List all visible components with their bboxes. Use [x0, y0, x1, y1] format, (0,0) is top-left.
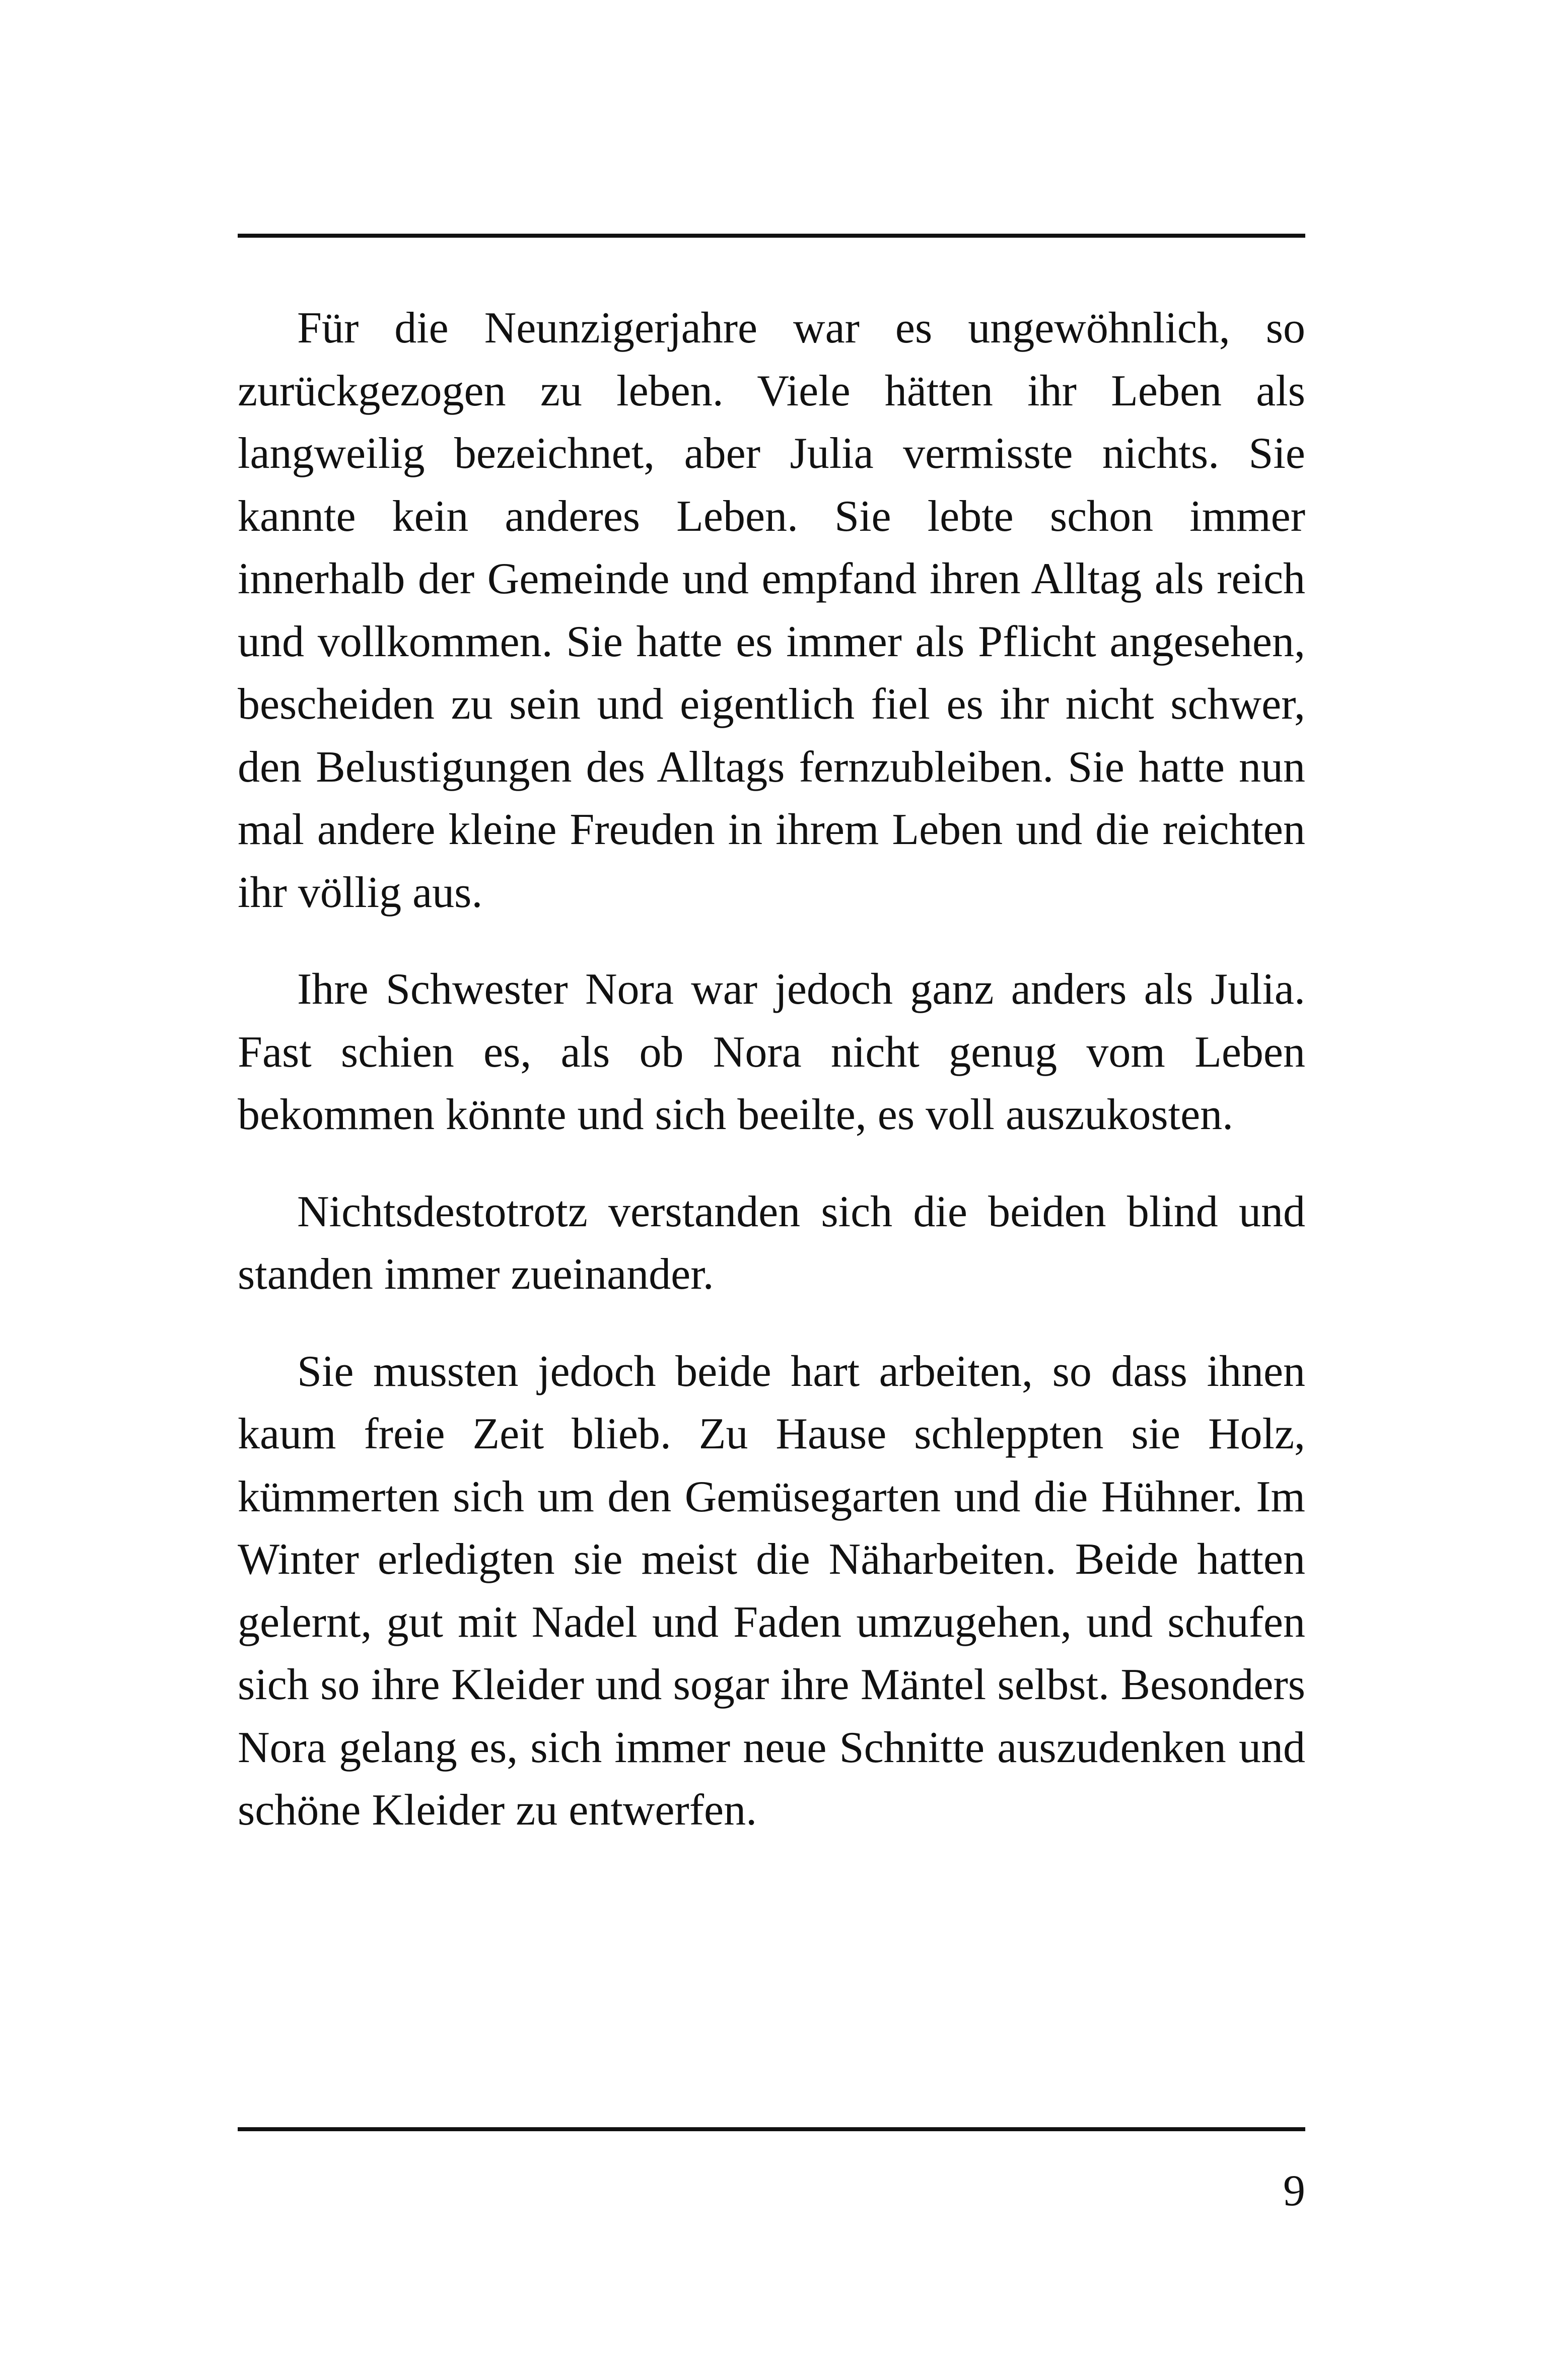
- page-number: 9: [1283, 2166, 1305, 2215]
- paragraph: Ihre Schwester Nora war jedoch ganz anders als Julia. Fast schien es, als ob Nora nicht genug vom Leben bekommen könnte und sich beeilte, es voll auszukosten.: [238, 965, 1305, 1139]
- paragraph: Sie mussten jedoch beide hart arbeiten, so dass ihnen kaum freie Zeit blieb. Zu Hause schleppten sie Holz, kümmerten sich um den Gemüsegarten und die Hühner. Im Winter erledigten sie meist die Näharbeiten. Beide hatten gelernt, gut mit Nadel und Faden umzugehen, und schufen sich so ihre Kleider und sogar ihre Mäntel selbst. Besonders Nora gelang es, sich immer neue Schnitte auszudenken und schöne Kleider zu entwerfen.: [238, 1347, 1305, 1835]
- paragraph: Nichtsdestotrotz verstanden sich die beiden blind und standen immer zueinander.: [238, 1187, 1305, 1299]
- footer-rule: [238, 2127, 1305, 2131]
- header-rule: [238, 234, 1305, 238]
- paragraph: Für die Neunzigerjahre war es ungewöhnlich, so zurückgezogen zu leben. Viele hätten ihr Leben als langweilig bezeichnet, aber Julia vermisste nichts. Sie kannte kein anderes Leben. Sie lebte schon immer innerhalb der Gemeinde und empfand ihren Alltag als reich und vollkommen. Sie hatte es immer als Pflicht angesehen, bescheiden zu sein und eigentlich fiel es ihr nicht schwer, den Belustigungen des Alltags fernzubleiben. Sie hatte nun mal andere kleine Freuden in ihrem Leben und die reichten ihr völlig aus.: [238, 304, 1305, 917]
- body-text: [238, 297, 1305, 1842]
